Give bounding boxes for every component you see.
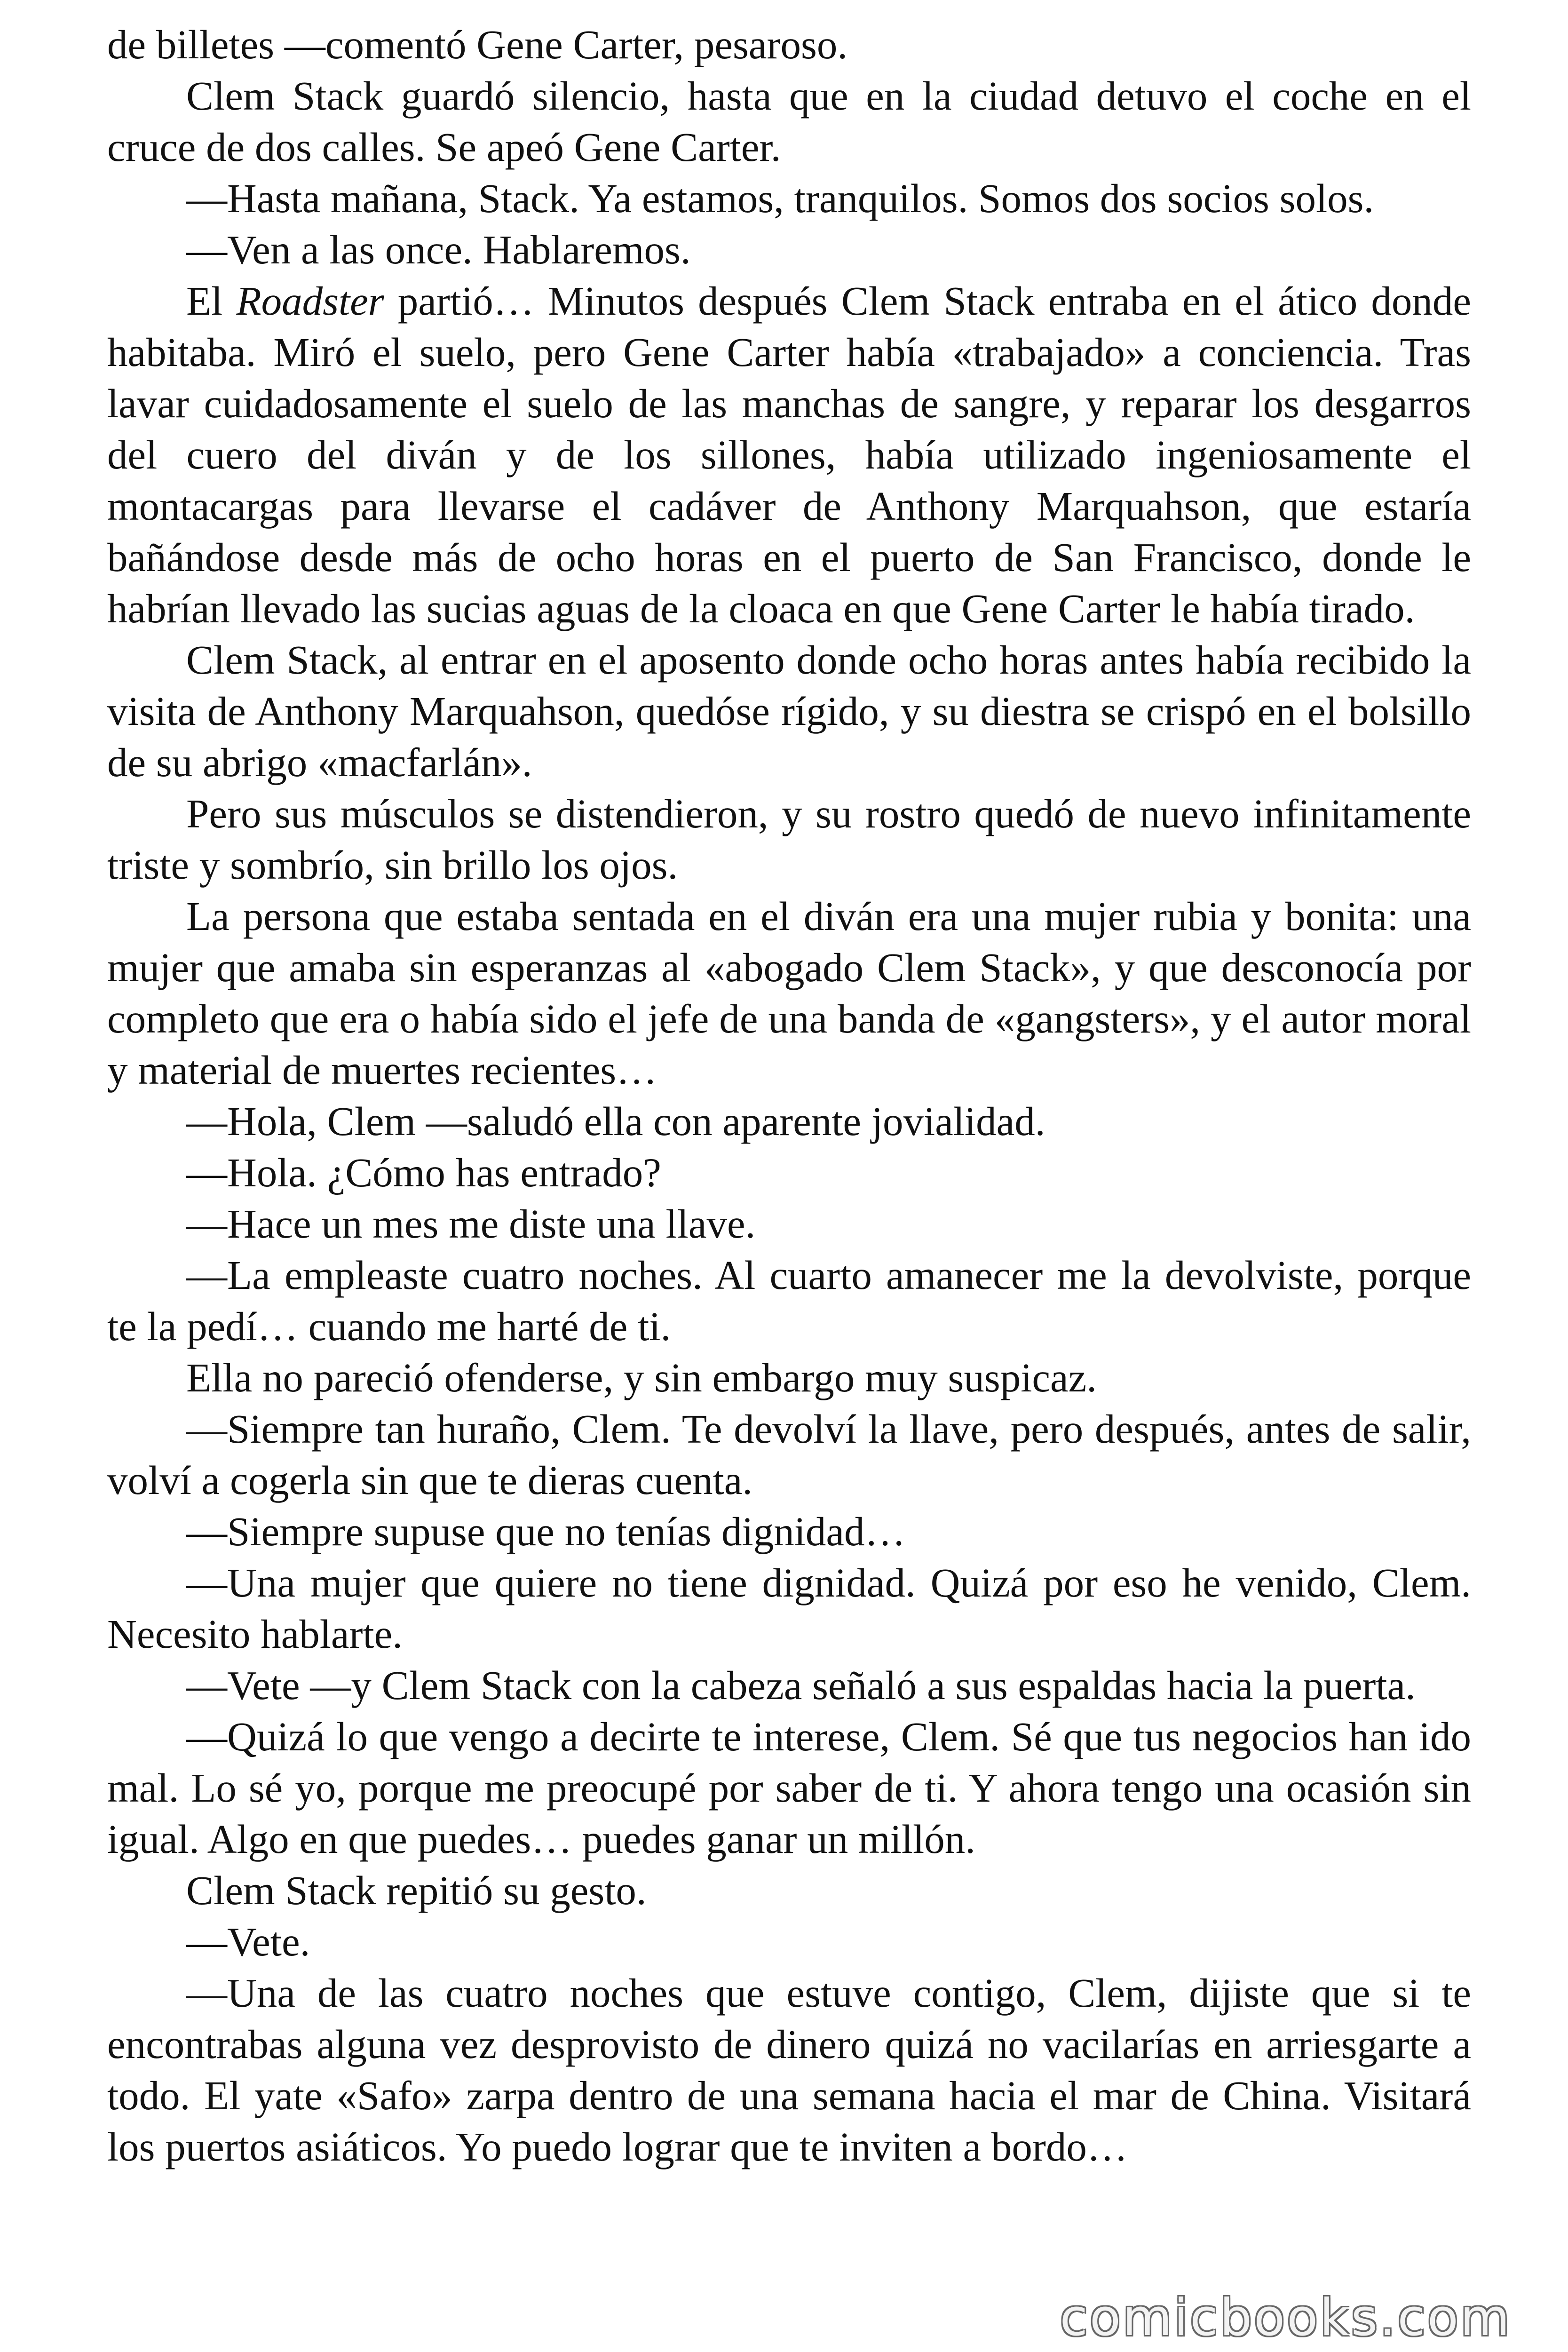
paragraph: Ella no pareció ofenderse, y sin embargo muy suspicaz. [186,1355,1097,1400]
paragraph: —Siempre tan huraño, Clem. Te devolví la llave, pero después, antes de salir, volví a cogerla sin que te dieras cuenta. [107,1406,1471,1503]
paragraph: —Vete —y Clem Stack con la cabeza señaló a sus espaldas hacia la puerta. [186,1662,1416,1708]
paragraph: —Una mujer que quiere no tiene dignidad. Quizá por eso he venido, Clem. Necesito hablarte. [107,1560,1471,1657]
paragraph-text: El [186,278,237,324]
paragraph: —Hola, Clem —saludó ella con aparente jovialidad. [186,1098,1045,1144]
italic-term: Roadster [236,278,384,324]
paragraph: —Hace un mes me diste una llave. [186,1201,756,1247]
paragraph: —Hasta mañana, Stack. Ya estamos, tranquilos. Somos dos socios solos. [186,175,1374,221]
paragraph: —Ven a las once. Hablaremos. [186,227,691,272]
paragraph [107,275,1471,634]
paragraph: —Vete. [186,1919,310,1964]
paragraph: Clem Stack, al entrar en el aposento donde ocho horas antes había recibido la visita de Anthony Marquahson, quedóse rígido, y su diestra se crispó en el bolsillo de su abrigo «macfarlán». [107,637,1471,785]
document-page [107,19,1471,2324]
paragraph: Pero sus músculos se distendieron, y su rostro quedó de nuevo infinitamente triste y sombrío, sin brillo los ojos. [107,791,1471,888]
paragraph-text: partió… Minutos después Clem Stack entraba en el ático donde habitaba. Miró el suelo, pero Gene Carter había «trabajado» a conciencia. Tras lavar cuidadosamente el suelo de las manchas de sangre, y reparar los desgarros del cuero del diván y de los sillones, había utilizado ingeniosamente el montacargas para llevarse el cadáver de Anthony Marquahson, que estaría bañándose desde más de ocho horas en el puerto de San Francisco, donde le habrían llevado las sucias aguas de la cloaca en que Gene Carter le había tirado. [107,278,1471,631]
watermark-logo: comicbooks.com [1060,2288,1512,2347]
paragraph: de billetes —comentó Gene Carter, pesaroso. [107,22,848,67]
paragraph: La persona que estaba sentada en el diván era una mujer rubia y bonita: una mujer que amaba sin esperanzas al «abogado Clem Stack», y que desconocía por completo que era o había sido el jefe de una banda de «gangsters», y el autor moral y material de muertes recientes… [107,893,1471,1093]
paragraph: —Siempre supuse que no tenías dignidad… [186,1509,906,1554]
paragraph: Clem Stack repitió su gesto. [186,1867,647,1913]
paragraph: —Hola. ¿Cómo has entrado? [186,1150,661,1195]
paragraph: —Una de las cuatro noches que estuve contigo, Clem, dijiste que si te encontrabas alguna vez desprovisto de dinero quizá no vacilarías en arriesgarte a todo. El yate «Safo» zarpa dentro de una semana hacia el mar de China. Visitará los puertos asiáticos. Yo puedo lograr que te inviten a bordo… [107,1970,1471,2169]
paragraph: —La empleaste cuatro noches. Al cuarto amanecer me la devolviste, porque te la pedí… cuando me harté de ti. [107,1252,1471,1349]
paragraph: —Quizá lo que vengo a decirte te interese, Clem. Sé que tus negocios han ido mal. Lo sé yo, porque me preocupé por saber de ti. Y ahora tengo una ocasión sin igual. Algo en que puedes… puedes ganar un millón. [107,1714,1471,1862]
paragraph: Clem Stack guardó silencio, hasta que en la ciudad detuvo el coche en el cruce de dos calles. Se apeó Gene Carter. [107,73,1471,170]
